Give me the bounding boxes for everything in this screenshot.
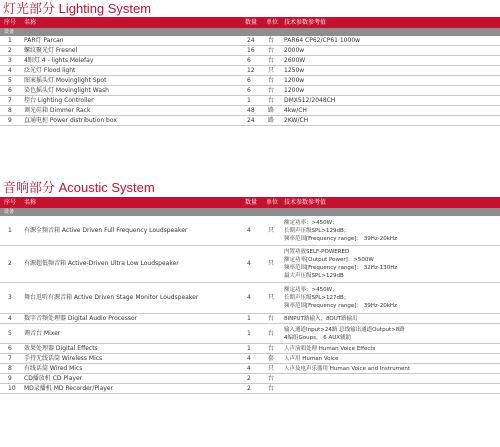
row-no: 3: [8, 57, 12, 64]
row-name: 调光硅箱 Dimmer Rack: [24, 107, 91, 114]
spec-line: 4编组Goups， 6 AUX辅助: [284, 334, 352, 341]
spec-line: 额定功率：>450W；: [284, 287, 338, 293]
row-name: 泛光灯 Flood light: [24, 67, 76, 74]
table-row: [0, 86, 500, 96]
spec-line: 频率范围[Frequency range]： 39Hz-20kHz: [284, 235, 397, 242]
spec-line: 8INPUT路输入，8OUT路输出: [284, 315, 358, 322]
spec-line: 输入通道Input>24路 总线输出通道Output>8路: [284, 326, 405, 333]
row-qty: 1: [247, 345, 251, 352]
row-no: 10: [8, 385, 16, 392]
row-no: 5: [8, 330, 12, 337]
row-qty: 4: [247, 260, 251, 267]
spec-line: 最大声压级SPL>129dB: [284, 273, 344, 279]
row-spec: 1200w: [284, 77, 305, 84]
row-no: 2: [8, 47, 12, 54]
row-name: 手持无线话筒 Wireless Mics: [24, 355, 103, 362]
row-unit: 路: [268, 107, 275, 114]
row-unit: 台: [268, 77, 275, 84]
row-unit: 台: [268, 57, 275, 64]
spec-line: 长期声压级SPL>127dB；: [284, 295, 350, 301]
row-no: 7: [8, 97, 12, 104]
row-no: 7: [8, 355, 12, 362]
row-no: 6: [8, 87, 12, 94]
row-qty: 4: [247, 365, 251, 372]
row-spec: 4kw/CH: [284, 107, 307, 114]
table-row: [0, 66, 500, 76]
row-name: 控台 Lighting Controller: [24, 97, 94, 104]
row-name: 图案摇头灯 Movinglight Spot: [24, 77, 107, 84]
row-no: 4: [8, 315, 12, 322]
row-unit: 只: [268, 227, 275, 234]
row-unit: 只: [268, 67, 275, 74]
header-spec: 技术参数参考值: [284, 19, 327, 26]
row-specs: [284, 248, 397, 280]
row-unit: 台: [268, 315, 275, 322]
row-name: 数字音频处理器 Digital Audio Processor: [24, 315, 138, 322]
row-no: 2: [8, 260, 12, 267]
row-specs: [284, 326, 405, 342]
row-unit: 路: [268, 117, 275, 124]
row-qty: 6: [247, 57, 251, 64]
row-specs: [284, 219, 397, 243]
row-spec: 1250w: [284, 67, 305, 74]
spec-line: 频率范围[Frequency range]： 32Hz-130Hz: [284, 265, 398, 271]
row-name: 直通电柜 Power distribution box: [24, 117, 117, 124]
row-name: 有源全频音箱 Active Driven Full Frequency Loudspeaker: [24, 227, 188, 234]
table-row: [0, 384, 500, 394]
row-spec: 1200w: [284, 87, 305, 94]
row-no: 8: [8, 365, 12, 372]
spec-line: 额定功率[Output Power]：>500W: [284, 257, 374, 263]
table-row: [0, 283, 500, 314]
table-row: [0, 324, 500, 344]
table-row: [0, 76, 500, 86]
row-name: 染色摇头灯 Movinglight Wash: [24, 87, 109, 94]
row-name: CD播放机 CD Player: [24, 375, 83, 382]
row-specs: [284, 286, 397, 310]
row-qty: 12: [247, 67, 255, 74]
row-qty: 16: [247, 47, 255, 54]
spec-line: 内置功放SELF-POWERED: [284, 249, 350, 255]
lighting-table-header: [0, 17, 500, 28]
row-unit: 只: [268, 365, 275, 372]
header-name: 名称: [24, 199, 37, 206]
header-qty: 数量: [245, 199, 258, 206]
row-no: 8: [8, 107, 12, 114]
spec-line: 人声用 Human Voice: [284, 355, 339, 362]
row-unit: 只: [268, 294, 275, 301]
row-spec: 2KW/CH: [284, 117, 309, 124]
spec-line: 人声演唱处理 Human Voice Effects: [284, 345, 376, 352]
row-no: 6: [8, 345, 12, 352]
row-unit: 台: [268, 47, 275, 54]
table-row: [0, 374, 500, 384]
header-unit: 单位: [266, 199, 279, 206]
row-specs: [284, 345, 375, 353]
row-name: 4眼灯 4 - lights Molefay: [24, 57, 94, 64]
row-name: 有线话筒 Wired Mics: [24, 365, 83, 372]
row-unit: 台: [268, 87, 275, 94]
spec-line: 频率范围[Frequency range]： 39Hz-20kHz: [284, 303, 397, 309]
table-row: [0, 314, 500, 324]
row-qty: 2: [247, 375, 251, 382]
header-no: 序号: [4, 199, 17, 206]
row-specs: [284, 365, 410, 373]
row-no: 9: [8, 117, 12, 124]
row-qty: 4: [247, 294, 251, 301]
row-unit: 台: [268, 97, 275, 104]
row-qty: 24: [247, 117, 255, 124]
row-qty: 4: [247, 227, 251, 234]
table-row: [0, 106, 500, 116]
row-qty: 24: [247, 37, 255, 44]
header-qty: 数量: [245, 19, 258, 26]
header-no: 序号: [4, 19, 17, 26]
table-row: [0, 354, 500, 364]
row-specs: [284, 315, 358, 323]
subheader-label: 设备: [4, 29, 15, 35]
row-unit: 套: [268, 355, 275, 362]
row-qty: 4: [247, 355, 251, 362]
row-no: 1: [8, 37, 12, 44]
row-qty: 1: [247, 97, 251, 104]
row-name: 有源超低频音箱 Active-Driven Ultra Low Loudspeaker: [24, 260, 179, 267]
acoustic-subheader: [0, 208, 500, 216]
row-qty: 6: [247, 87, 251, 94]
row-name: MD录播机 MD Recorder/Player: [24, 385, 113, 392]
spec-line: 额定功率：>450W；: [284, 219, 338, 226]
table-row: [0, 216, 500, 246]
row-no: 4: [8, 67, 12, 74]
lighting-subheader: [0, 28, 500, 36]
row-no: 3: [8, 294, 12, 301]
acoustic-section-title: 音响部分 Acoustic System: [3, 180, 155, 195]
spec-line: 人声及电声乐器用 Human Voice and Instrument: [284, 365, 411, 372]
row-qty: 2: [247, 385, 251, 392]
header-spec: 技术参数参考值: [284, 199, 327, 206]
header-unit: 单位: [266, 19, 279, 26]
acoustic-table-header: [0, 197, 500, 208]
row-no: 1: [8, 227, 12, 234]
table-row: [0, 344, 500, 354]
row-spec: 2600W: [284, 57, 306, 64]
row-unit: 只: [268, 260, 275, 267]
table-row: [0, 36, 500, 46]
row-no: 5: [8, 77, 12, 84]
row-name: PAR灯 Parcan: [24, 37, 64, 44]
row-no: 9: [8, 375, 12, 382]
row-unit: 台: [268, 345, 275, 352]
row-spec: DMX512/2048CH: [284, 97, 336, 104]
row-qty: 48: [247, 107, 255, 114]
table-row: [0, 364, 500, 374]
table-row: [0, 246, 500, 283]
row-name: 效果处理器 Digital Effects: [24, 345, 98, 352]
row-unit: 台: [268, 375, 275, 382]
row-spec: 2000w: [284, 47, 305, 54]
subheader-label: 设备: [4, 209, 15, 215]
row-qty: 6: [247, 77, 251, 84]
row-specs: [284, 355, 338, 363]
lighting-section-title: 灯光部分 Lighting System: [3, 1, 152, 16]
row-name: 舞台返听有源音箱 Active Driven Stage Monitor Loudspeaker: [24, 294, 199, 301]
header-name: 名称: [24, 19, 37, 26]
table-row: [0, 56, 500, 66]
row-name: 调音台 Mixer: [24, 330, 61, 337]
table-row: [0, 46, 500, 56]
spec-line: 长期声压级SPL>129dB；: [284, 227, 350, 234]
row-name: 螺纹聚光灯 Fresnel: [24, 47, 78, 54]
row-unit: 台: [268, 330, 275, 337]
table-row: [0, 116, 500, 126]
row-unit: 台: [268, 385, 275, 392]
row-unit: 台: [268, 37, 275, 44]
row-spec: PAR64 CP62/CP61 1000w: [284, 37, 361, 44]
row-qty: 1: [247, 330, 251, 337]
table-row: [0, 96, 500, 106]
row-qty: 1: [247, 315, 251, 322]
